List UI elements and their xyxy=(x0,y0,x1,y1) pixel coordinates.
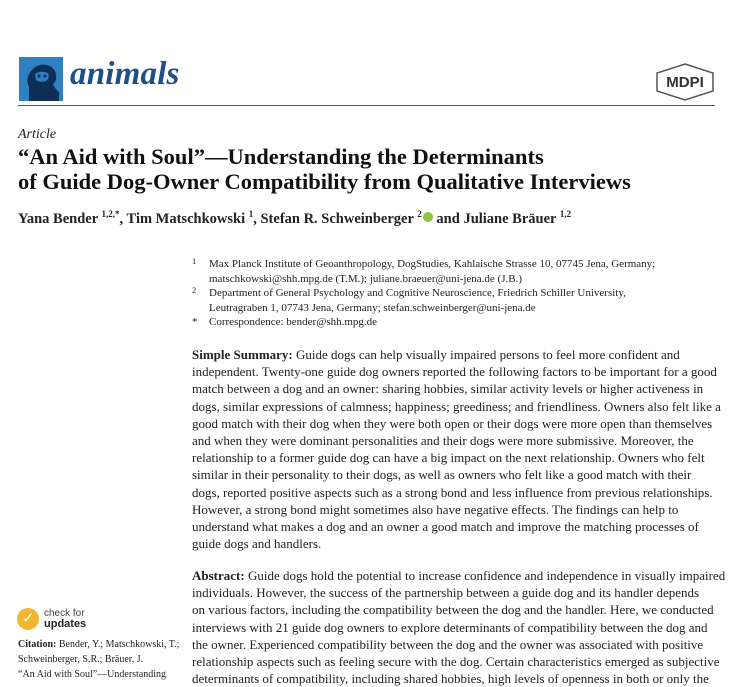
author-affiliation: 1 xyxy=(248,209,254,219)
journal-logo xyxy=(19,57,63,101)
affiliation-line: Department of General Psychology and Cognitive Neuroscience, Friedrich Schiller University, xyxy=(209,287,626,299)
abstract-line: on various factors, including the compatibility between the dog and the handler. Here, we conducted xyxy=(192,602,714,618)
summary-line: good match with their dog when they were both open or their dogs were more open than themselves xyxy=(192,415,713,431)
author-separator: , xyxy=(119,211,127,227)
title-line: of Guide Dog-Owner Compatibility from Qualitative Interviews xyxy=(18,169,631,194)
author-name[interactable]: Juliane Bräuer xyxy=(463,211,557,227)
abstract-line: determinants of compatibility, including shared hobbies, high levels of openness in both or only the xyxy=(192,671,709,687)
affiliation-item xyxy=(192,257,712,286)
summary-line: guide dogs and handlers. xyxy=(192,536,322,552)
summary-line: relationship to a former guide dog can have a big impact on the next relationship. Owners who felt xyxy=(192,450,705,466)
article-type: Article xyxy=(18,127,57,142)
summary-line: similar in their personality to their dogs, as well as owners who felt like a good match with their xyxy=(192,467,692,483)
abstract-heading: Abstract: xyxy=(192,568,245,583)
article-title xyxy=(18,144,718,194)
journal-name: animals xyxy=(70,56,180,92)
affiliation-line[interactable]: matschkowski@shh.mpg.de (T.M.); juliane.braeuer@uni-jena.de (J.B.) xyxy=(209,272,523,285)
author-affiliation: 1,2,* xyxy=(101,209,120,219)
affiliation-line[interactable]: Leutragraben 1, 07743 Jena, Germany; stefan.schweinberger@uni-jena.de xyxy=(209,301,536,314)
affiliations xyxy=(192,257,712,330)
affiliation-item xyxy=(192,315,712,330)
author-affiliation: 2 xyxy=(417,209,422,219)
abstract-text: Guide dogs hold the potential to increase confidence and independence in visually impaired xyxy=(244,568,726,583)
summary-heading: Simple Summary: xyxy=(192,347,293,362)
author-name[interactable]: Stefan R. Schweinberger xyxy=(260,211,414,227)
summary-line: understand what makes a dog and an owner a good match and improve the matching processes of xyxy=(192,519,699,535)
affiliation-item xyxy=(192,286,712,315)
citation-line xyxy=(18,637,178,652)
mdpi-logo xyxy=(655,63,715,101)
primate-logo-icon xyxy=(19,57,63,101)
author-affiliation: 1,2 xyxy=(559,209,572,219)
check-for-updates-button[interactable] xyxy=(17,607,117,633)
correspondence-line[interactable]: Correspondence: bender@shh.mpg.de xyxy=(209,316,378,328)
citation-line: Schweinberger, S.R.; Bräuer, J. xyxy=(18,654,144,665)
publisher-name: MDPI xyxy=(666,74,704,91)
summary-line: match between a dog and an owner: sharing hobbies, similar activity levels or higher activeness in xyxy=(192,381,704,397)
abstract-line: relationship aspects such as feeling secure with the dog. Certain characteristics emerged as subjective xyxy=(192,654,720,670)
author-list xyxy=(18,209,571,228)
citation-text: Bender, Y.; Matschkowski, T.; xyxy=(56,639,180,650)
abstract-line: the owner. Experienced compatibility between the dog and the owner was associated with positive xyxy=(192,636,704,652)
summary-line: and when they were dominant personalities and their dogs were more submissive. Moreover, the xyxy=(192,433,694,449)
summary-text: Guide dogs can help visually impaired persons to feel more confident and xyxy=(292,347,680,362)
simple-summary xyxy=(192,346,721,552)
citation-line: “An Aid with Soul”—Understanding xyxy=(18,669,167,680)
abstract-line xyxy=(192,567,726,584)
author-separator: , xyxy=(253,211,261,227)
summary-line: independent. Twenty-one guide dog owners reported the following factors to be important for a good xyxy=(192,364,717,380)
check-updates-icon: ✓ xyxy=(17,608,39,630)
abstract xyxy=(192,567,726,687)
summary-line xyxy=(192,346,715,363)
header-divider xyxy=(18,105,715,106)
citation-heading: Citation: xyxy=(18,639,57,650)
author-separator: and xyxy=(432,211,464,227)
summary-line: dogs, reported positive aspects such as a strong bond and less influence from previous relationships. xyxy=(192,484,713,500)
check-updates-label xyxy=(44,609,86,630)
check-updates-line: updates xyxy=(44,618,87,630)
title-line: “An Aid with Soul”—Understanding the Determinants xyxy=(18,144,544,169)
affiliation-marker: 1 xyxy=(192,256,197,266)
abstract-line: individuals. However, the success of the partnership between a guide dog and its handler depends xyxy=(192,585,700,601)
check-updates-line: check for xyxy=(44,608,85,619)
affiliation-marker: 2 xyxy=(192,285,197,295)
summary-line: However, a strong bond might sometimes also have negative effects. The findings can help to xyxy=(192,501,679,517)
citation-block xyxy=(18,637,178,682)
orcid-icon[interactable] xyxy=(423,212,433,222)
author-name[interactable]: Yana Bender xyxy=(18,211,98,227)
summary-line: dogs, similar expressions of calmness; happiness; greediness; and friendliness. Owners also felt like a xyxy=(192,398,721,414)
abstract-line: interviews with 21 guide dog owners to explore determinants of compatibility between the dog and xyxy=(192,619,708,635)
affiliation-line: Max Planck Institute of Geoanthropology, DogStudies, Kahlaische Strasse 10, 07745 Jena, Germany; xyxy=(209,258,656,270)
author-name[interactable]: Tim Matschkowski xyxy=(126,211,246,227)
affiliation-marker: * xyxy=(192,316,198,328)
